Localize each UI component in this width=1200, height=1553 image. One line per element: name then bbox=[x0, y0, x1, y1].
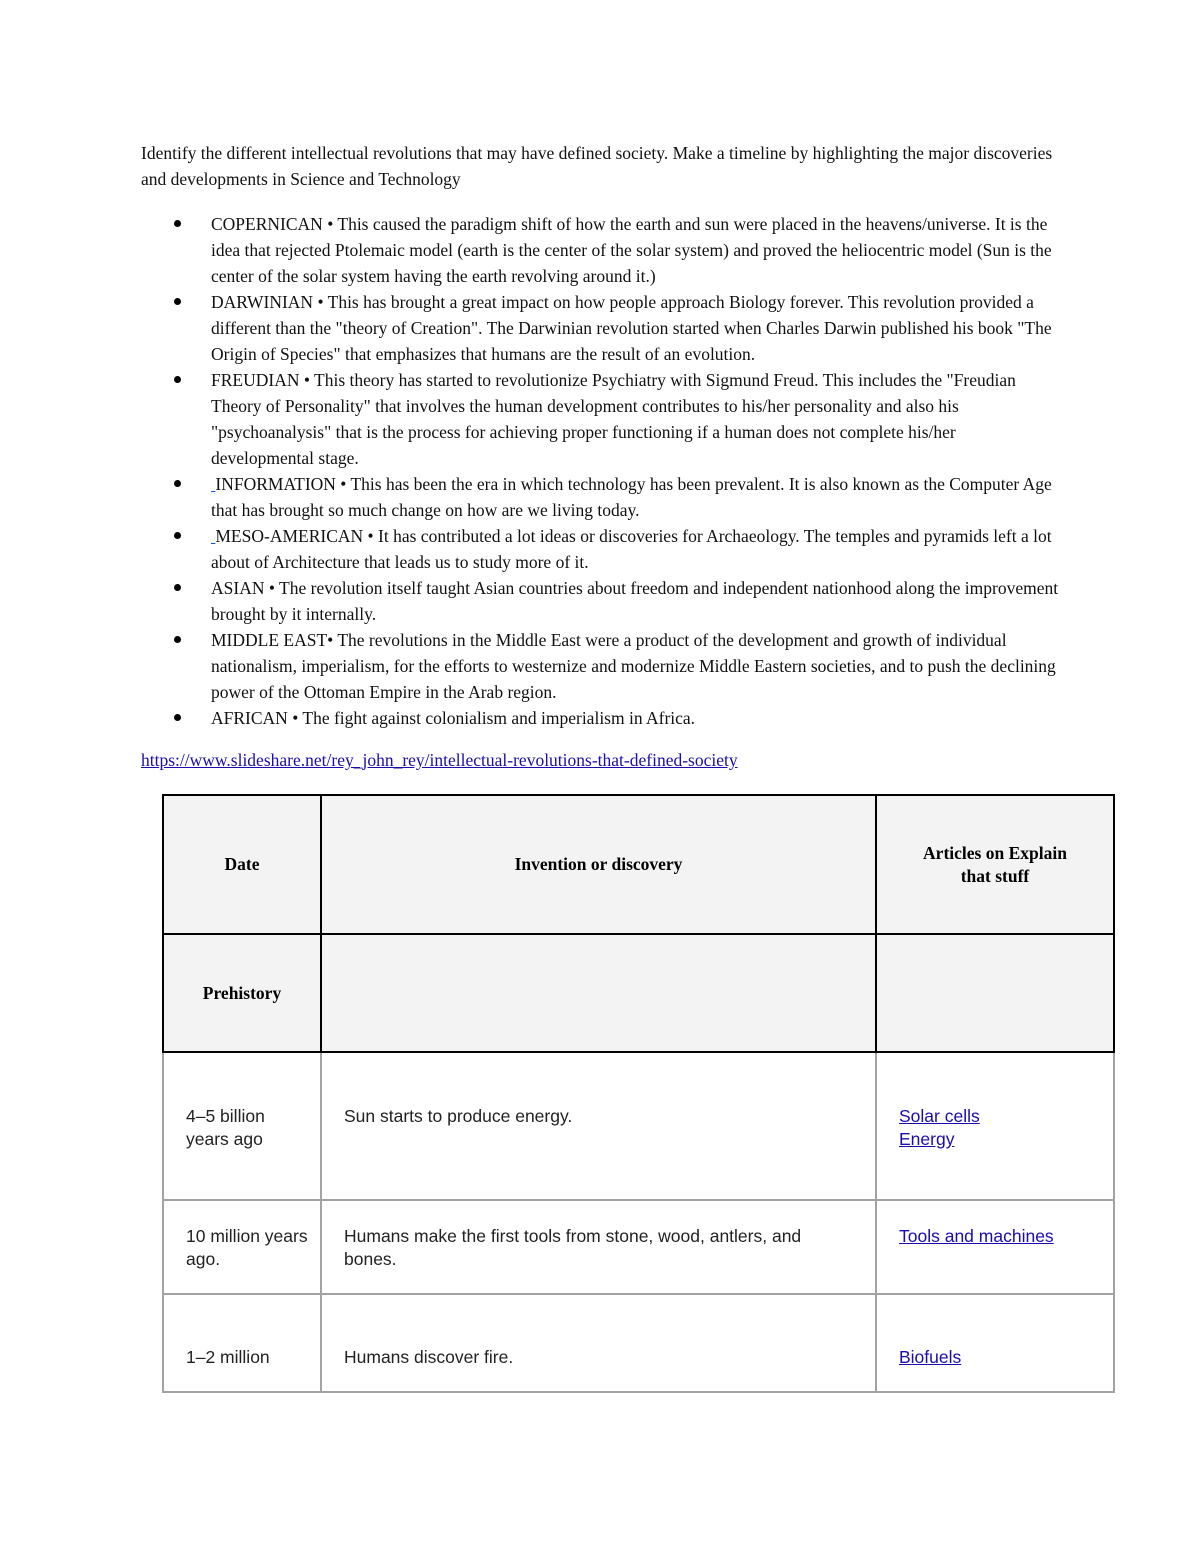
bullet-icon bbox=[174, 298, 181, 305]
section-row bbox=[163, 934, 1114, 1052]
list-item bbox=[141, 523, 1061, 575]
list-item bbox=[141, 471, 1061, 523]
table-row bbox=[163, 1294, 1114, 1392]
article-link-tools-and-machines[interactable]: Tools and machines bbox=[899, 1226, 1054, 1246]
bullet-icon bbox=[174, 480, 181, 487]
list-item bbox=[141, 627, 1061, 705]
revolution-text: MIDDLE EAST• The revolutions in the Middle East were a product of the development and growth of individual nationalism, imperialism, for the efforts to westernize and modernize Middle Eastern societies, and to push the declining power of the Ottoman Empire in the Arab region. bbox=[211, 630, 1056, 702]
invention-text: Sun starts to produce energy. bbox=[344, 1106, 573, 1126]
section-label: Prehistory bbox=[163, 934, 321, 1052]
revolutions-list bbox=[141, 211, 1061, 731]
bullet-icon bbox=[174, 532, 181, 539]
header-date: Date bbox=[163, 795, 321, 934]
invention-cell bbox=[321, 1294, 876, 1392]
bullet-icon bbox=[174, 636, 181, 643]
list-item bbox=[141, 575, 1061, 627]
reference-link[interactable]: https://www.slideshare.net/rey_john_rey/intellectual-revolutions-that-defined-society bbox=[141, 750, 738, 770]
date-text: 10 million years ago. bbox=[186, 1226, 308, 1269]
article-link-biofuels[interactable]: Biofuels bbox=[899, 1347, 962, 1367]
date-cell bbox=[163, 1200, 321, 1294]
empty-cell bbox=[876, 934, 1114, 1052]
empty-cell bbox=[321, 934, 876, 1052]
table-header-row bbox=[163, 795, 1114, 934]
article-link-solar-cells[interactable]: Solar cells bbox=[899, 1106, 980, 1126]
list-item bbox=[141, 367, 1061, 471]
list-item bbox=[141, 211, 1061, 289]
revolution-text: MESO-AMERICAN • It has contributed a lot ideas or discoveries for Archaeology. The temples and pyramids left a lot about of Architecture that leads us to study more of it. bbox=[211, 526, 1052, 572]
bullet-icon bbox=[174, 220, 181, 227]
revolution-text: FREUDIAN • This theory has started to revolutionize Psychiatry with Sigmund Freud. This includes the "Freudian Theory of Personality" that involves the human development contributes to his/her personality and also his "psychoanalysis" that is the process for achieving proper functioning if a human does not complete his/her developmental stage. bbox=[211, 370, 1016, 468]
date-cell bbox=[163, 1294, 321, 1392]
revolution-text: DARWINIAN • This has brought a great impact on how people approach Biology forever. This revolution provided a different than the "theory of Creation". The Darwinian revolution started when Charles Darwin published his book "The Origin of Species" that emphasizes that humans are the result of an evolution. bbox=[211, 292, 1052, 364]
invention-text: Humans make the first tools from stone, wood, antlers, and bones. bbox=[344, 1226, 802, 1269]
revolution-text: AFRICAN • The fight against colonialism and imperialism in Africa. bbox=[211, 708, 696, 728]
header-invention: Invention or discovery bbox=[321, 795, 876, 934]
bullet-icon bbox=[174, 584, 181, 591]
bullet-icon bbox=[174, 376, 181, 383]
list-item bbox=[141, 705, 1061, 731]
articles-cell bbox=[876, 1294, 1114, 1392]
list-item bbox=[141, 289, 1061, 367]
date-text: 1–2 million bbox=[186, 1347, 270, 1367]
revolution-text: ASIAN • The revolution itself taught Asian countries about freedom and independent nationhood along the improvement brought by it internally. bbox=[211, 578, 1059, 624]
date-text: 4–5 billion years ago bbox=[186, 1106, 265, 1149]
header-articles-label: Articles on Explain that stuff bbox=[923, 842, 1067, 886]
date-cell bbox=[163, 1052, 321, 1200]
table-row bbox=[163, 1200, 1114, 1294]
articles-cell bbox=[876, 1052, 1114, 1200]
invention-cell bbox=[321, 1052, 876, 1200]
invention-text: Humans discover fire. bbox=[344, 1347, 514, 1367]
revolution-text: INFORMATION • This has been the era in which technology has been prevalent. It is also known as the Computer Age that has brought so much change on how are we living today. bbox=[211, 474, 1052, 520]
invention-cell bbox=[321, 1200, 876, 1294]
header-articles bbox=[876, 795, 1114, 934]
instructions-text: Identify the different intellectual revolutions that may have defined society. Make a timeline by highlighting the major discoveries and developments in Science and Technology bbox=[141, 143, 1053, 189]
bullet-icon bbox=[174, 714, 181, 721]
table-row bbox=[163, 1052, 1114, 1200]
article-link-energy[interactable]: Energy bbox=[899, 1129, 955, 1149]
revolution-text: COPERNICAN • This caused the paradigm shift of how the earth and sun were placed in the heavens/universe. It is the idea that rejected Ptolemaic model (earth is the center of the solar system) and proved the heliocentric model (Sun is the center of the solar system having the earth revolving around it.) bbox=[211, 214, 1052, 286]
articles-cell bbox=[876, 1200, 1114, 1294]
timeline-table bbox=[162, 794, 1115, 1393]
